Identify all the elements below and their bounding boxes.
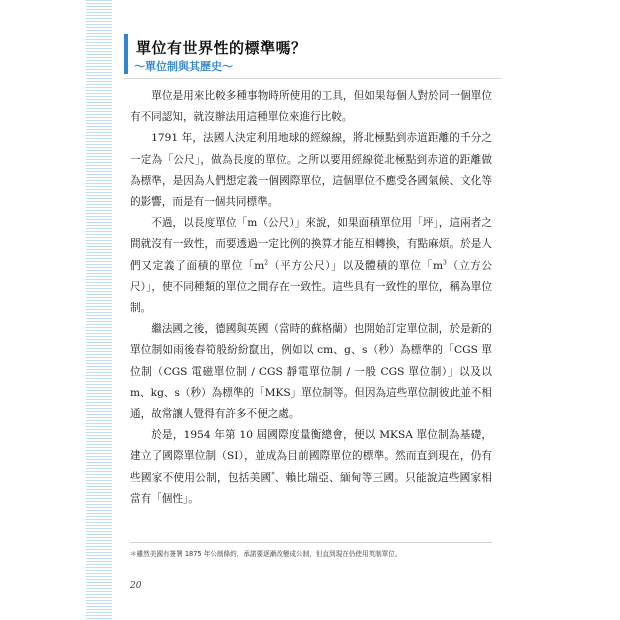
- superscript-2: 2: [264, 259, 269, 267]
- footnote-divider: [130, 542, 492, 543]
- paragraph-2: 1791 年，法國人決定利用地球的經線線，將北極點到赤道距離的千分之一定為「公尺」，做為長度的單位。之所以要用經線從北極點到赤道的距離做為標準，是因為人們想定義一個國際單位，這個單位不應受各國氣候、文化等的影響，而是有一個共同標準。: [130, 132, 492, 209]
- superscript-3: 3: [443, 259, 447, 267]
- paragraph-5: [130, 425, 492, 510]
- body-text: [130, 86, 492, 510]
- page-number: 20: [130, 581, 142, 591]
- heading-title: 單位有世界性的標準嗎？: [136, 39, 307, 57]
- section-heading: [124, 34, 502, 79]
- paragraph-4: 繼法國之後，德國與英國（當時的蘇格蘭）也開始訂定單位制，於是新的單位制如雨後春筍般紛紛竄出，例如以 cm、g、s（秒）為標準的「CGS 單位制（CGS 電磁單位制 / CGS 靜電單位制 / 一般 CGS 單位制）」以及以 m、kg、s（秒）為標準的「MKS」單位制等。但因為這些單位制彼此並不相通，故常讓人覺得有許多不便之處。: [130, 323, 492, 421]
- paragraph-3-part-3: （立方公尺）」，使不同種類的單位之間存在一致性。這些具有一致性的單位，稱為單位制。: [130, 259, 493, 315]
- margin-decoration-strip: [86, 0, 112, 620]
- paragraph-3-part-1: 不過，以長度單位「m（公尺）」來說，如果面積單位用「坪」，這兩者之間就沒有一致性，而要透過一定比例的換算才能互相轉換，有點麻煩。於是人們又定義了面積的單位「m: [130, 217, 492, 272]
- paragraph-5-part-2: 、賴比瑞亞、緬甸等三國。只能說這些國家相當有「個性」。: [130, 471, 493, 505]
- paragraph-3: [130, 213, 492, 319]
- footnote-marker: *: [271, 471, 275, 479]
- footnote: ＊雖然美國有簽署 1875 年公制條約，承諾要逐漸改變成公制，但直到現在仍使用英制單位。: [130, 550, 402, 558]
- paragraph-1: 單位是用來比較多種事物時所使用的工具，但如果每個人對於同一個單位有不同認知，就沒辦法用這種單位來進行比較。: [130, 90, 492, 124]
- heading-accent-bar: [124, 34, 128, 74]
- heading-subtitle: 〜單位制與其歷史〜: [134, 60, 233, 73]
- paragraph-5-part-1: 於是，1954 年第 10 屆國際度量衡總會，便以 MKSA 單位制為基礎，建立了國際單位制（SI），並成為目前國際單位的標準。然而直到現在，仍有些國家不使用公制，包括美國: [130, 429, 492, 484]
- paragraph-3-part-2: （平方公尺）」以及體積的單位「m: [268, 259, 443, 272]
